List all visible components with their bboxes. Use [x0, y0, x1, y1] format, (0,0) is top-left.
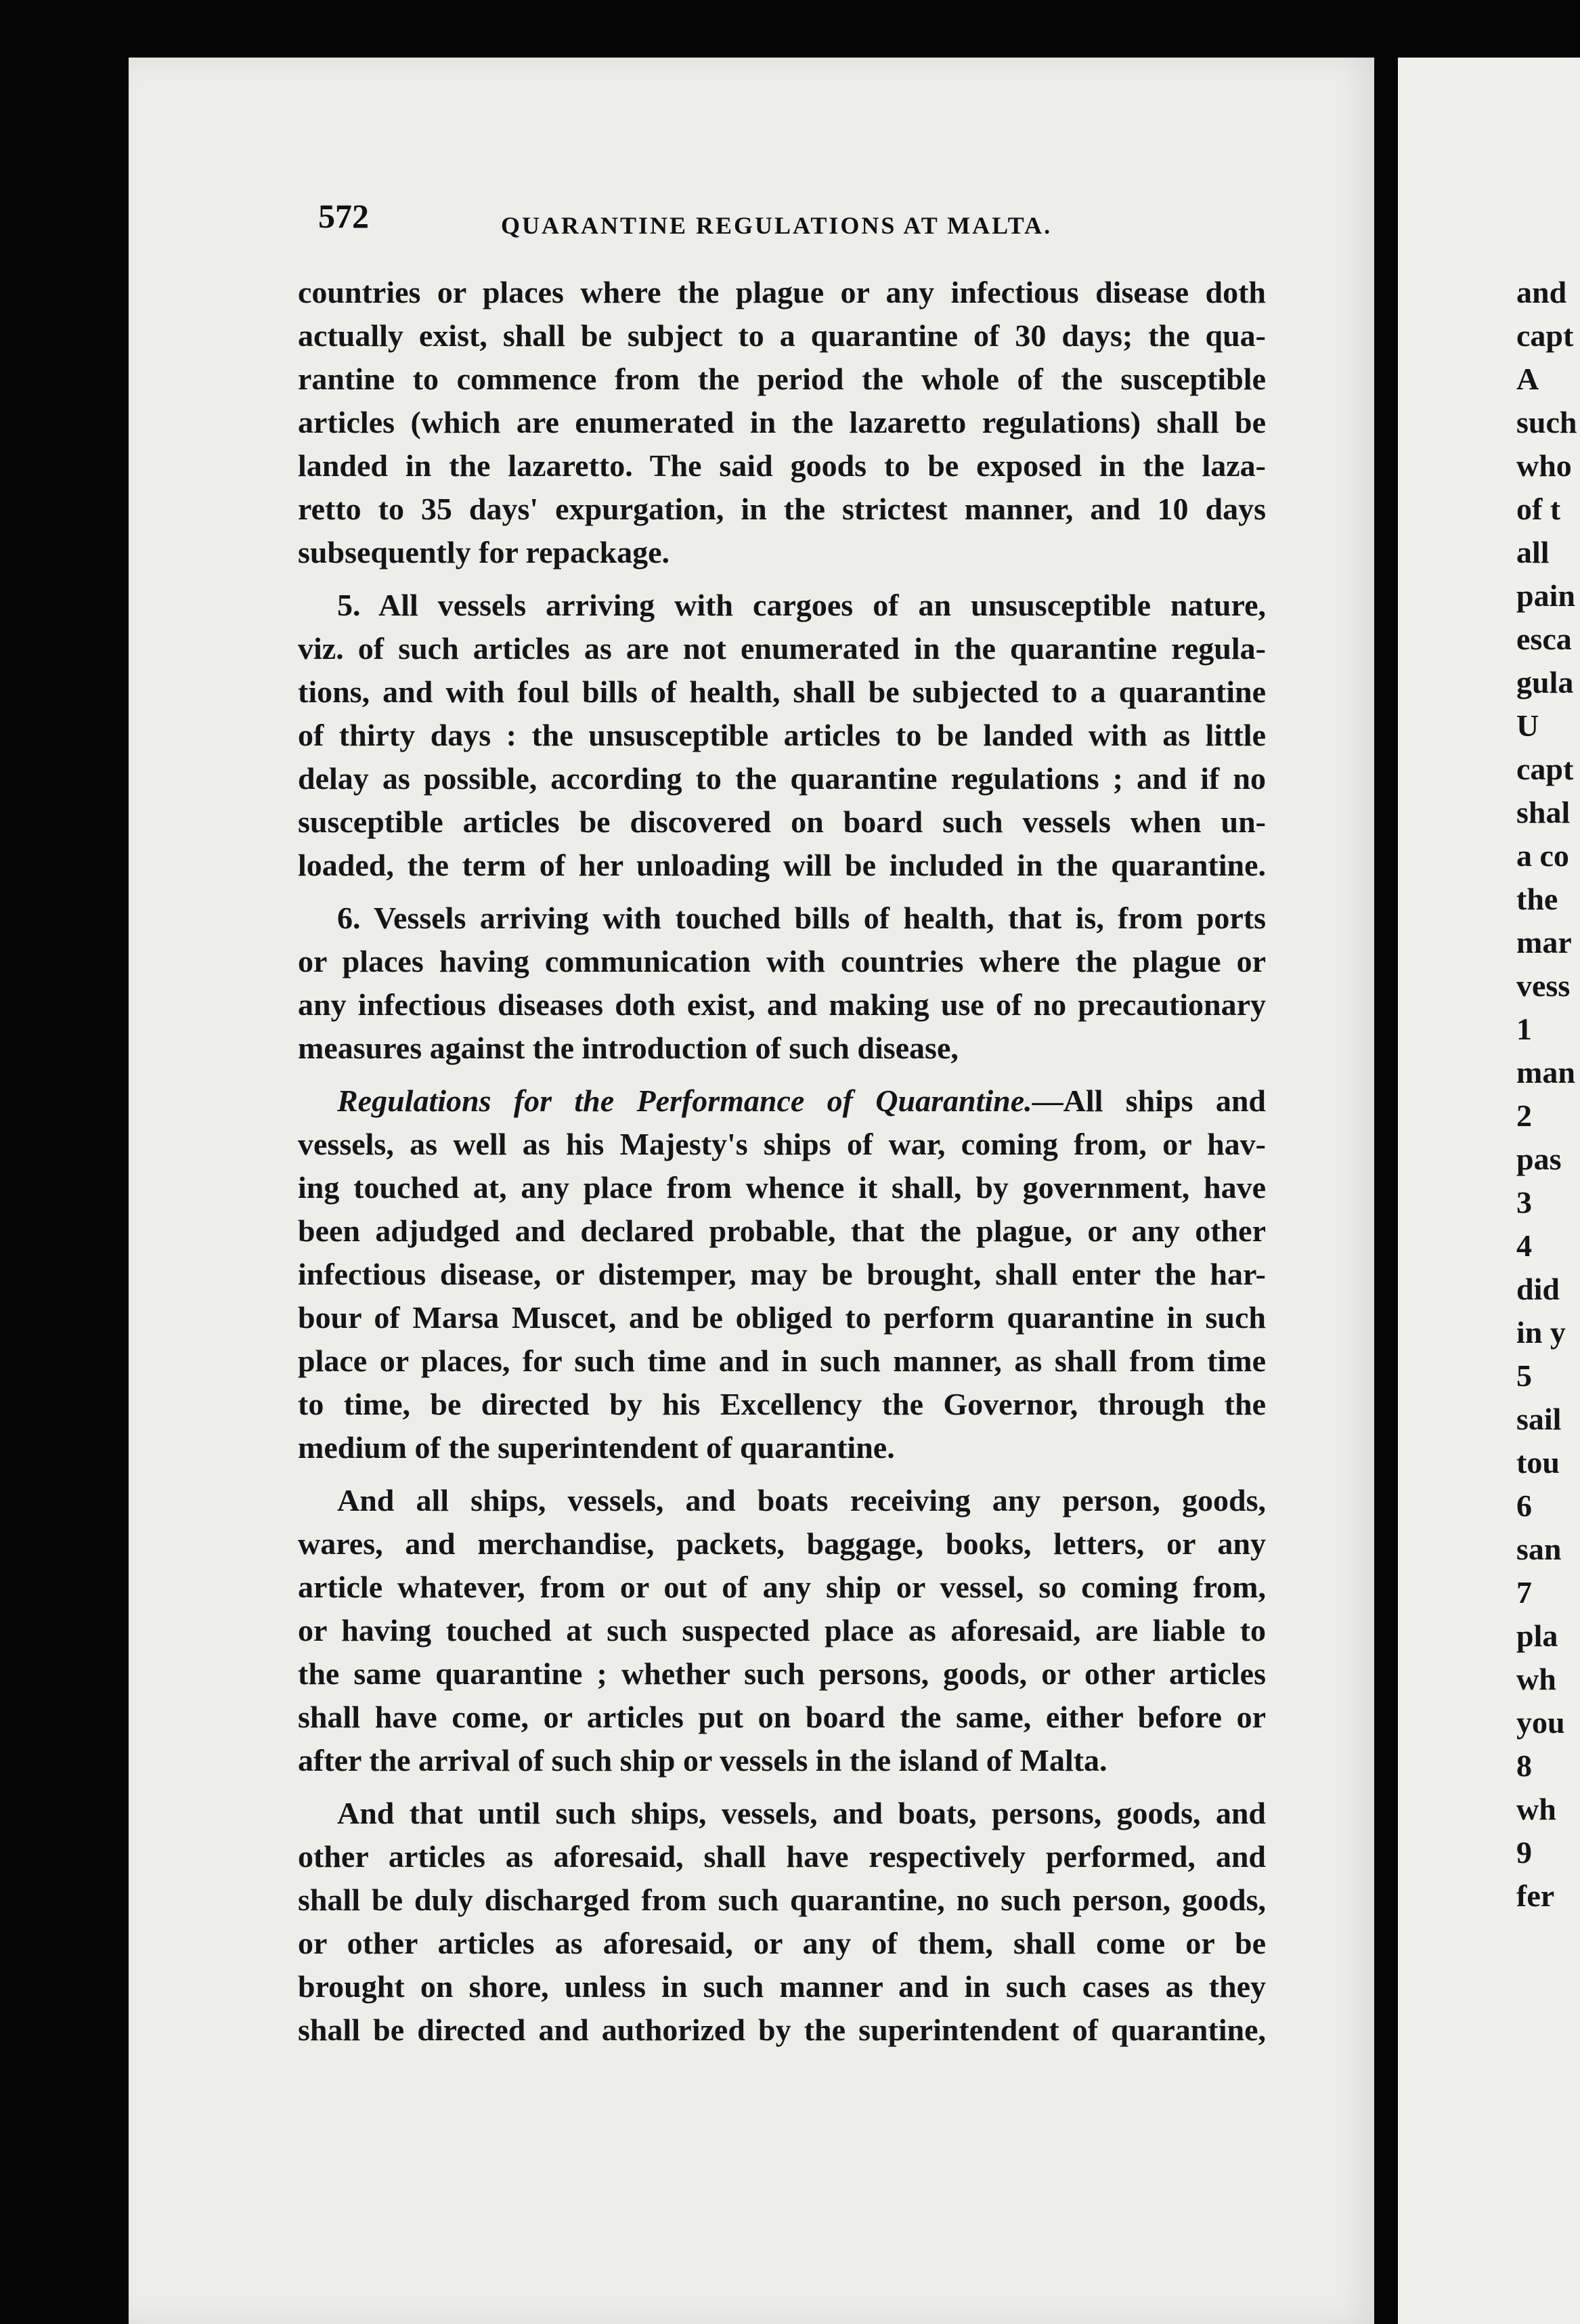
right-page-fragment: the — [1516, 882, 1558, 916]
text-line: medium of the superintendent of quarantine. — [298, 1430, 895, 1465]
text-line: any infectious diseases doth exist, and making use of no precautionary — [298, 987, 1266, 1022]
right-page-text — [1516, 271, 1580, 1918]
text-line: after the arrival of such ship or vessels in the island of Malta. — [298, 1743, 1107, 1778]
right-page-fragment: esca — [1516, 622, 1572, 656]
text-line: brought on shore, unless in such manner and in such cases as they — [298, 1969, 1266, 2004]
right-page-fragment: 9 — [1516, 1835, 1532, 1870]
right-page-fragment: such — [1516, 405, 1577, 439]
right-page-fragment: pas — [1516, 1142, 1562, 1176]
text-line: landed in the lazaretto. The said goods to be exposed in the laza- — [298, 448, 1266, 483]
right-page-fragment: man — [1516, 1055, 1575, 1090]
right-page-fragment: pla — [1516, 1618, 1558, 1653]
section-heading: Regulations for the Performance of Quarantine. — [337, 1083, 1032, 1118]
right-page-fragment: san — [1516, 1532, 1562, 1566]
text-line: to time, be directed by his Excellency the Governor, through the — [298, 1387, 1266, 1421]
right-page-fragment: who — [1516, 448, 1572, 483]
right-page-fragment: pain — [1516, 578, 1575, 613]
text-line: shall be duly discharged from such quarantine, no such person, goods, — [298, 1882, 1266, 1917]
page-header-title: QUARANTINE REGULATIONS AT MALTA. — [501, 212, 1053, 239]
text-line: tions, and with foul bills of health, shall be subjected to a quarantine — [298, 674, 1266, 709]
right-page-fragment: gula — [1516, 665, 1574, 700]
right-page-fragment: 2 — [1516, 1098, 1532, 1133]
text-line: 5. All vessels arriving with cargoes of an unsusceptible nature, — [337, 588, 1266, 622]
body-text — [298, 271, 1266, 2052]
text-line: delay as possible, according to the quarantine regulations ; and if no — [298, 761, 1266, 796]
text-line: or having touched at such suspected place as aforesaid, are liable to — [298, 1613, 1266, 1648]
text-line: shall have come, or articles put on board the same, either before or — [298, 1700, 1266, 1734]
right-page-fragment: in y — [1516, 1315, 1566, 1350]
right-page-fragment: 8 — [1516, 1748, 1532, 1783]
right-page-fragment: A — [1516, 362, 1539, 396]
right-page-fragment: a co — [1516, 838, 1569, 873]
right-page-fragment: fer — [1516, 1878, 1555, 1913]
text-line: the same quarantine ; whether such persons, goods, or other articles — [298, 1656, 1266, 1691]
text-line: vessels, as well as his Majesty's ships of war, coming from, or hav- — [298, 1127, 1266, 1161]
right-page-fragment: shal — [1516, 795, 1571, 830]
right-page-fragment: 4 — [1516, 1228, 1532, 1263]
right-page-fragment: mar — [1516, 925, 1572, 960]
right-page-fragment: 1 — [1516, 1012, 1532, 1046]
text-line: ing touched at, any place from whence it shall, by government, have — [298, 1170, 1266, 1205]
text-line: article whatever, from or out of any ship or vessel, so coming from, — [298, 1570, 1266, 1604]
right-page-fragment: all — [1516, 535, 1550, 569]
text-line: place or places, for such time and in such manner, as shall from time — [298, 1343, 1266, 1378]
right-page-fragment: 5 — [1516, 1358, 1532, 1393]
right-page-fragment: of t — [1516, 492, 1561, 526]
text-line: loaded, the term of her unloading will be included in the quarantine. — [298, 848, 1266, 882]
text-line: infectious disease, or distemper, may be brought, shall enter the har- — [298, 1257, 1266, 1291]
page-number: 572 — [318, 197, 369, 235]
right-page-fragment: tou — [1516, 1445, 1560, 1480]
text-line: or places having communication with countries where the plague or — [298, 944, 1266, 978]
text-line: 6. Vessels arriving with touched bills of health, that is, from ports — [337, 901, 1266, 935]
text-line: or other articles as aforesaid, or any of them, shall come or be — [298, 1926, 1266, 1960]
book-gutter — [1374, 58, 1398, 2324]
text-line: shall be directed and authorized by the superintendent of quarantine, — [298, 2013, 1266, 2047]
text-line: bour of Marsa Muscet, and be obliged to perform quarantine in such — [298, 1300, 1266, 1335]
text-line: viz. of such articles as are not enumerated in the quarantine regula- — [298, 631, 1266, 666]
text-line: other articles as aforesaid, shall have respectively performed, and — [298, 1839, 1266, 1874]
text-line: susceptible articles be discovered on board such vessels when un- — [298, 804, 1266, 839]
right-page-fragment: and — [1516, 275, 1567, 309]
right-page-fragment: 6 — [1516, 1488, 1532, 1523]
right-page-fragment: capt — [1516, 318, 1574, 353]
text-line: measures against the introduction of such disease, — [298, 1031, 959, 1065]
text-line: And that until such ships, vessels, and boats, persons, goods, and — [337, 1796, 1266, 1830]
text-line: wares, and merchandise, packets, baggage, books, letters, or any — [298, 1526, 1266, 1561]
right-page-fragment: 7 — [1516, 1575, 1532, 1610]
text-line: actually exist, shall be subject to a quarantine of 30 days; the qua- — [298, 318, 1266, 353]
running-head — [318, 196, 1300, 251]
text-line: of thirty days : the unsusceptible articles to be landed with as little — [298, 718, 1266, 752]
right-page-fragment: did — [1516, 1272, 1560, 1306]
right-page-fragment: capt — [1516, 752, 1574, 786]
right-page-fragment: wh — [1516, 1662, 1556, 1696]
text-line: subsequently for repackage. — [298, 535, 670, 569]
text-line — [298, 1079, 1266, 1123]
text-line: And all ships, vessels, and boats receiving any person, goods, — [337, 1483, 1266, 1518]
text-span: —All ships and — [1032, 1083, 1266, 1118]
right-page-fragment: U — [1516, 708, 1539, 743]
right-page-fragment: you — [1516, 1705, 1565, 1740]
text-line: countries or places where the plague or any infectious disease doth — [298, 275, 1266, 309]
text-line: retto to 35 days' expurgation, in the strictest manner, and 10 days — [298, 492, 1266, 526]
text-line: articles (which are enumerated in the lazaretto regulations) shall be — [298, 405, 1266, 439]
right-page-fragment: vess — [1516, 968, 1571, 1003]
right-page-fragment: 3 — [1516, 1185, 1532, 1220]
text-line: been adjudged and declared probable, that the plague, or any other — [298, 1213, 1266, 1248]
right-page-fragment: wh — [1516, 1792, 1556, 1826]
right-page-fragment: sail — [1516, 1402, 1562, 1436]
text-line: rantine to commence from the period the whole of the susceptible — [298, 362, 1266, 396]
